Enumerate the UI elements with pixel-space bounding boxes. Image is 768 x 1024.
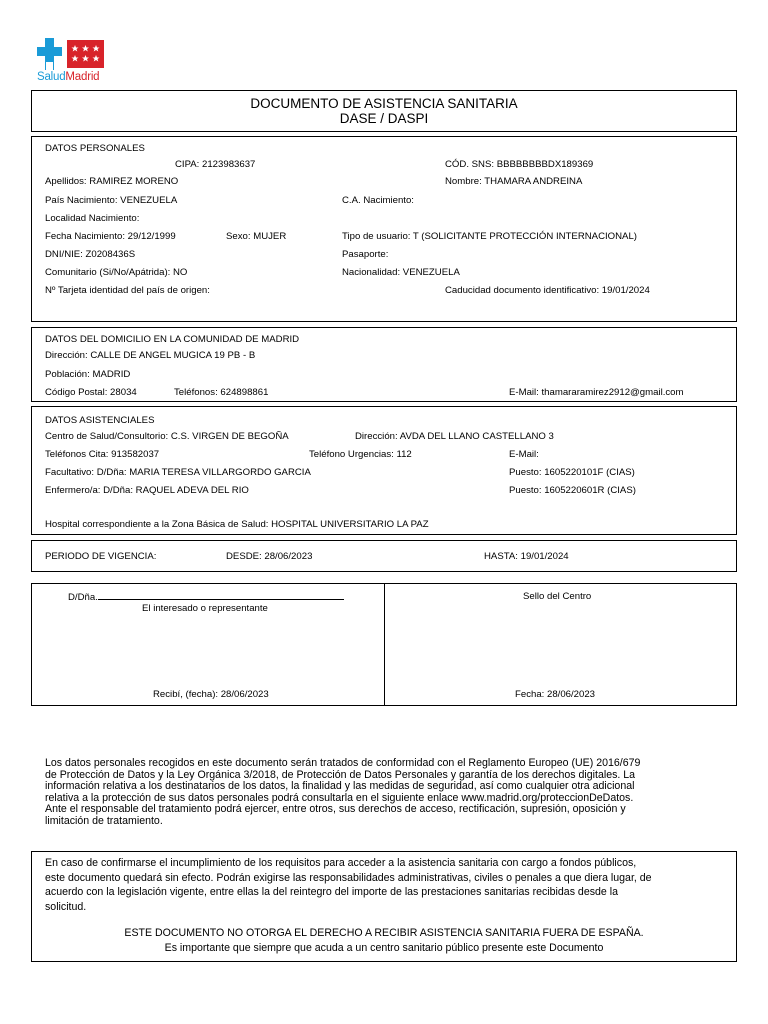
legal-notice-box	[31, 851, 737, 962]
salud-madrid-emblem-icon	[37, 38, 107, 70]
birth-date-field: Fecha Nacimiento: 29/12/1999	[45, 231, 176, 242]
health-center-field: Centro de Salud/Consultorio: C.S. VIRGEN DE BEGOÑA	[45, 431, 289, 442]
birth-town-field: Localidad Nacimiento:	[45, 213, 140, 224]
signature-line	[98, 591, 344, 600]
doctor-field: Facultativo: D/Dña: MARIA TERESA VILLARGORDO GARCIA	[45, 467, 311, 478]
logo-wordmark: SaludMadrid	[37, 71, 100, 83]
nationality-field: Nacionalidad: VENEZUELA	[342, 267, 460, 278]
birth-region-field: C.A. Nacimiento:	[342, 195, 414, 206]
section-heading: DATOS ASISTENCIALES	[45, 415, 155, 426]
hospital-field: Hospital correspondiente a la Zona Básica de Salud: HOSPITAL UNIVERSITARIO LA PAZ	[45, 519, 429, 530]
phone-field: Teléfonos: 624898861	[174, 387, 269, 398]
center-stamp-label: Sello del Centro	[523, 591, 592, 602]
name-field: Nombre: THAMARA ANDREINA	[445, 176, 583, 187]
doctor-post-field: Puesto: 1605220101F (CIAS)	[509, 467, 635, 478]
stamp-date: Fecha: 28/06/2023	[515, 689, 596, 700]
column-divider	[384, 584, 385, 705]
section-heading: DATOS DEL DOMICILIO EN LA COMUNIDAD DE MADRID	[45, 334, 300, 345]
city-field: Población: MADRID	[45, 369, 131, 380]
document-subtitle: DASE / DASPI	[339, 111, 429, 126]
center-address-field: Dirección: AVDA DEL LLANO CASTELLANO 3	[355, 431, 554, 442]
signature-section	[31, 583, 737, 706]
birth-country-field: País Nacimiento: VENEZUELA	[45, 195, 178, 206]
valid-until: HASTA: 19/01/2024	[484, 551, 569, 562]
privacy-notice: Los datos personales recogidos en este documento serán tratados de conformidad con el Reglamento Europeo (UE) 2016/679 de Protección de Datos y la Ley Orgánica 3/2018, de Protección de Datos Personales y garantía de los derechos digitales. La información relativa a los destinatarios de los datos, la finalidad y las medidas de seguridad, así como cualquier otra adicional relativa a la protección de sus datos personales podrá consultarla en el siguiente enlace www.madrid.org/proteccionDeDatos. Ante el responsable del tratamiento podrá ejercer, entre otros, sus derechos de acceso, rectificación, supresión, oposición y limitación de tratamiento.	[45, 757, 641, 827]
important-notice: ESTE DOCUMENTO NO OTORGA EL DERECHO A RECIBIR ASISTENCIA SANITARIA FUERA DE ESPAÑA. Es importante que siempre que acuda a un centro sanitario público presente este Documento	[124, 927, 644, 954]
sex-field: Sexo: MUJER	[226, 231, 287, 242]
personal-data-section	[31, 136, 737, 322]
signer-line: D/Dña.	[68, 591, 344, 603]
signer-caption: El interesado o representante	[142, 603, 268, 614]
address-section	[31, 327, 737, 402]
street-field: Dirección: CALLE DE ANGEL MUGICA 19 PB - B	[45, 350, 256, 361]
user-type-field: Tipo de usuario: T (SOLICITANTE PROTECCIÓN INTERNACIONAL)	[342, 231, 637, 242]
legal-notice-text: En caso de confirmarse el incumplimiento de los requisitos para acceder a la asistencia sanitaria con cargo a fondos públicos, este documento quedará sin efecto. Podrán exigirse las responsabilidades administrativas, civiles o penales a que diera lugar, de acuerdo con la legislación vigente, entre ellas la del reintegro del importe de las prestaciones sanitarias recibidas desde la solicitud.	[45, 857, 652, 913]
document-title-box	[31, 90, 737, 132]
center-email-field: E-Mail:	[509, 449, 539, 460]
dni-field: DNI/NIE: Z0208436S	[45, 249, 136, 260]
nurse-field: Enfermero/a: D/Dña: RAQUEL ADEVA DEL RIO	[45, 485, 249, 496]
salud-madrid-logo	[37, 38, 107, 84]
postal-code-field: Código Postal: 28034	[45, 387, 137, 398]
document-title: DOCUMENTO DE ASISTENCIA SANITARIA	[250, 96, 518, 111]
validity-section	[31, 540, 737, 572]
id-expiry-field: Caducidad documento identificativo: 19/01/2024	[445, 285, 650, 296]
id-card-field: Nº Tarjeta identidad del país de origen:	[45, 285, 210, 296]
nurse-post-field: Puesto: 1605220601R (CIAS)	[509, 485, 636, 496]
section-heading: DATOS PERSONALES	[45, 143, 145, 154]
validity-label: PERIODO DE VIGENCIA:	[45, 551, 157, 562]
community-field: Comunitario (Si/No/Apátrida): NO	[45, 267, 188, 278]
valid-from: DESDE: 28/06/2023	[226, 551, 313, 562]
appointment-phone-field: Teléfonos Cita: 913582037	[45, 449, 160, 460]
cipa-field: CIPA: 2123983637	[175, 159, 256, 170]
sns-code-field: CÓD. SNS: BBBBBBBBDX189369	[445, 159, 594, 170]
email-field: E-Mail: thamararamirez2912@gmail.com	[509, 387, 684, 398]
emergency-phone-field: Teléfono Urgencias: 112	[309, 449, 412, 460]
care-data-section	[31, 406, 737, 535]
passport-field: Pasaporte:	[342, 249, 389, 260]
surname-field: Apellidos: RAMIREZ MORENO	[45, 176, 179, 187]
received-date: Recibí, (fecha): 28/06/2023	[153, 689, 269, 700]
